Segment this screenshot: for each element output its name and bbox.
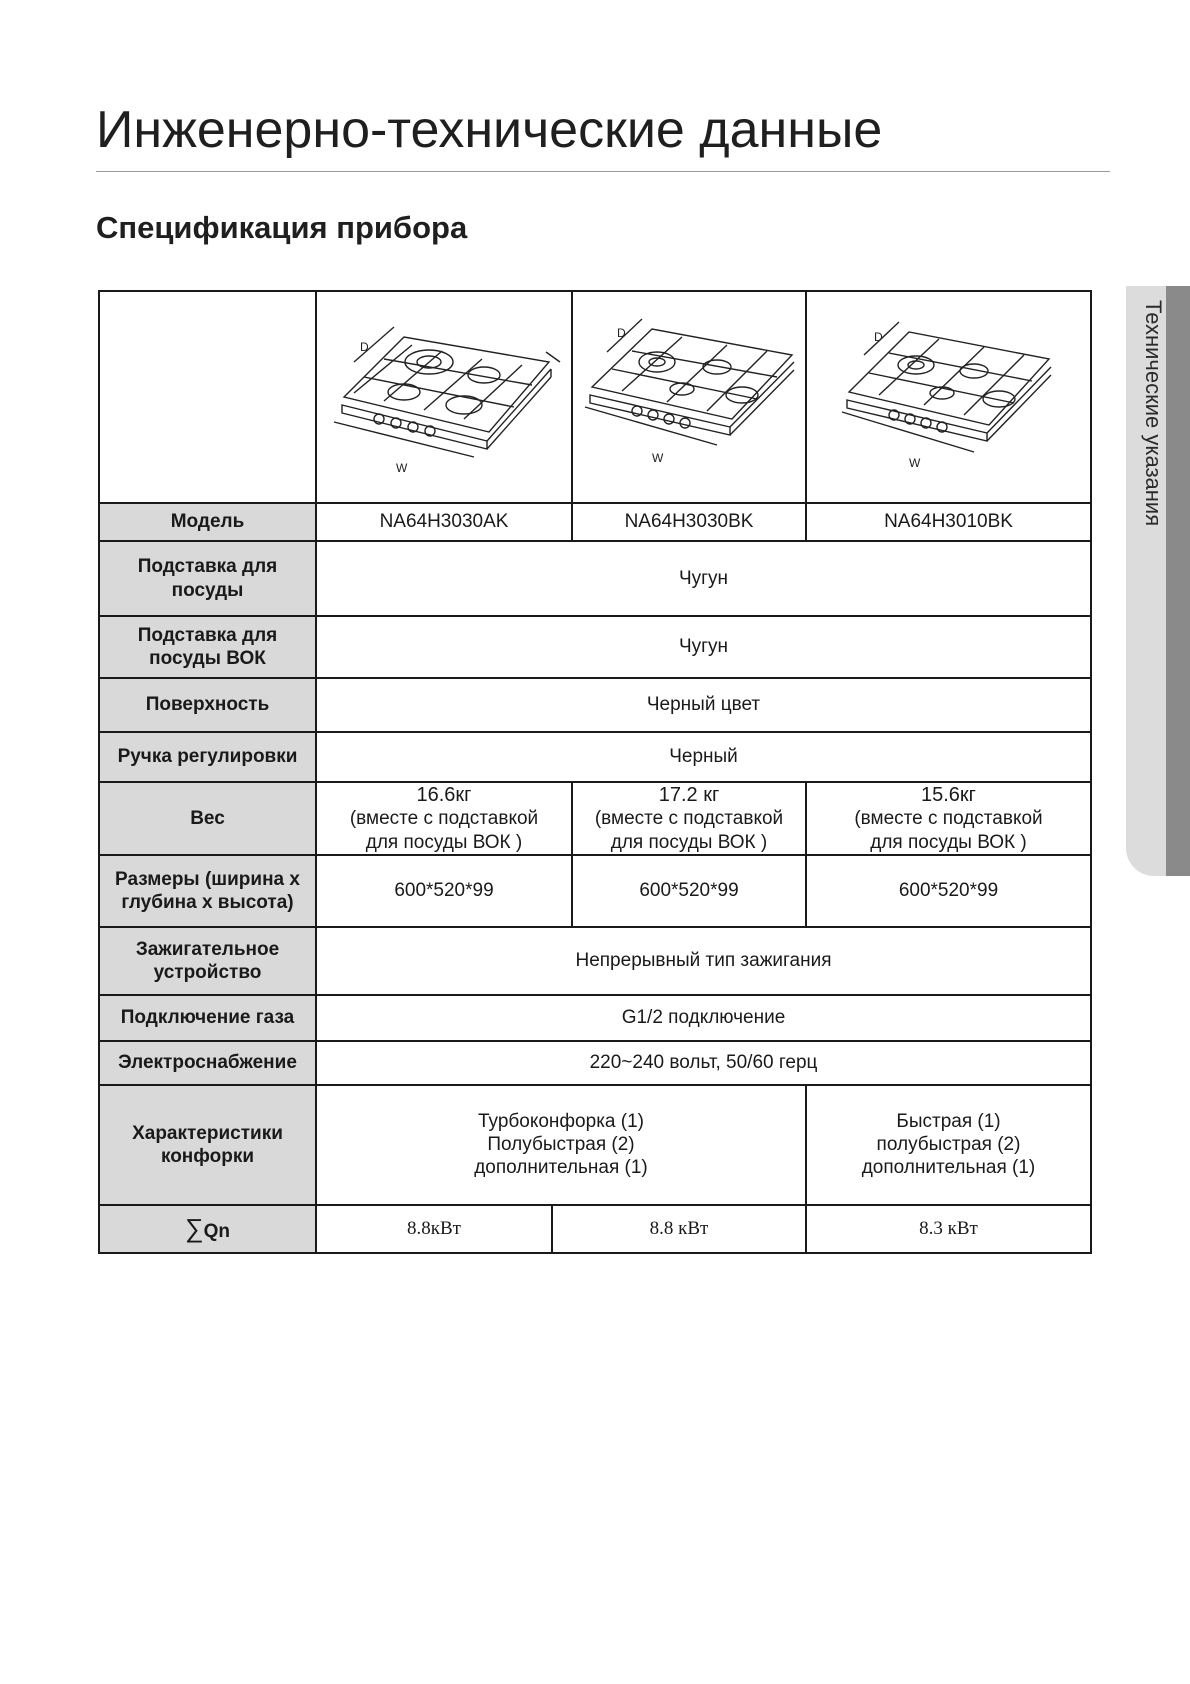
dim-d-label: D [873, 330, 883, 344]
qn-label: Qn [203, 1220, 230, 1242]
side-tab-bar [1166, 286, 1190, 876]
burners-value-ab [316, 1085, 806, 1205]
row-header [99, 1205, 316, 1253]
spec-table [98, 290, 1092, 1254]
spec-row [99, 995, 1091, 1041]
spec-row [99, 678, 1091, 732]
burner-line: дополнительная (1) [474, 1157, 648, 1179]
weight-kg: 17.2 кг [658, 784, 720, 806]
side-tab-label: Технические указания [1141, 300, 1166, 527]
dim-w-label: W [396, 461, 408, 475]
dimensions-value: 600*520*99 [806, 855, 1091, 927]
row-header: Подставка для посуды ВОК [99, 616, 316, 678]
spec-row [99, 616, 1091, 678]
weight-note: для посуды ВОК ) [365, 831, 523, 853]
dimensions-value: 600*520*99 [572, 855, 806, 927]
burner-line: Полубыстрая (2) [487, 1134, 635, 1156]
weight-value [806, 782, 1091, 855]
hob-drawing-ak [324, 307, 564, 487]
row-value: Непрерывный тип зажигания [316, 927, 1091, 995]
row-header: Подставка для посуды [99, 541, 316, 616]
row-value: G1/2 подключение [316, 995, 1091, 1041]
drawing-row-header [99, 291, 316, 503]
weight-note: для посуды ВОК ) [610, 831, 768, 853]
drawing-cell [806, 291, 1091, 503]
row-header: Модель [99, 503, 316, 541]
row-header: Подключение газа [99, 995, 316, 1041]
spec-row [99, 1041, 1091, 1085]
qn-value: 8.3 кВт [806, 1205, 1091, 1253]
qn-value: 8.8кВт [316, 1205, 552, 1253]
page-title: Инженерно-технические данные [96, 101, 883, 159]
row-value: Чугун [316, 616, 1091, 678]
sigma-icon: ∑ [185, 1212, 204, 1243]
section-title: Спецификация прибора [96, 210, 468, 245]
model-value: NA64H3010BK [806, 503, 1091, 541]
drawing-cell [316, 291, 572, 503]
row-header: Вес [99, 782, 316, 855]
hob-drawing-3010bk [824, 307, 1074, 487]
burner-line: дополнительная (1) [861, 1157, 1036, 1179]
spec-row [99, 927, 1091, 995]
spec-row [99, 732, 1091, 782]
hob-drawing-bk [577, 307, 807, 487]
row-header: Электроснабжение [99, 1041, 316, 1085]
dimensions-row [99, 855, 1091, 927]
weight-value [316, 782, 572, 855]
title-divider [96, 171, 1110, 172]
weight-note: (вместе с подставкой [854, 808, 1043, 830]
dim-d-label: D [360, 340, 369, 354]
row-value: Чугун [316, 541, 1091, 616]
burner-line: полубыстрая (2) [876, 1134, 1021, 1156]
burner-line: Турбоконфорка (1) [478, 1110, 644, 1132]
weight-kg: 16.6кг [416, 784, 472, 806]
model-row [99, 503, 1091, 541]
row-value: Черный цвет [316, 678, 1091, 732]
weight-note: (вместе с подставкой [349, 808, 539, 830]
row-header: Характеристики конфорки [99, 1085, 316, 1205]
qn-value: 8.8 кВт [552, 1205, 806, 1253]
burners-row [99, 1085, 1091, 1205]
weight-note: (вместе с подставкой [594, 808, 784, 830]
model-value: NA64H3030BK [572, 503, 806, 541]
row-header: Поверхность [99, 678, 316, 732]
dimensions-value: 600*520*99 [316, 855, 572, 927]
drawing-cell [572, 291, 806, 503]
dim-w-label: W [652, 451, 664, 465]
row-value: Черный [316, 732, 1091, 782]
row-header: Размеры (ширина х глубина х высота) [99, 855, 316, 927]
burners-value-c [806, 1085, 1091, 1205]
weight-value [572, 782, 806, 855]
drawing-row [99, 291, 1091, 503]
dim-w-label: W [908, 456, 920, 470]
model-value: NA64H3030AK [316, 503, 572, 541]
weight-kg: 15.6кг [921, 784, 976, 806]
row-header: Ручка регулировки [99, 732, 316, 782]
row-header: Зажигательное устройство [99, 927, 316, 995]
row-value: 220~240 вольт, 50/60 герц [316, 1041, 1091, 1085]
spec-row [99, 541, 1091, 616]
dim-d-label: D [617, 326, 626, 340]
weight-note: для посуды ВОК ) [870, 831, 1027, 853]
qn-row [99, 1205, 1091, 1253]
weight-row [99, 782, 1091, 855]
burner-line: Быстрая (1) [896, 1110, 1001, 1132]
